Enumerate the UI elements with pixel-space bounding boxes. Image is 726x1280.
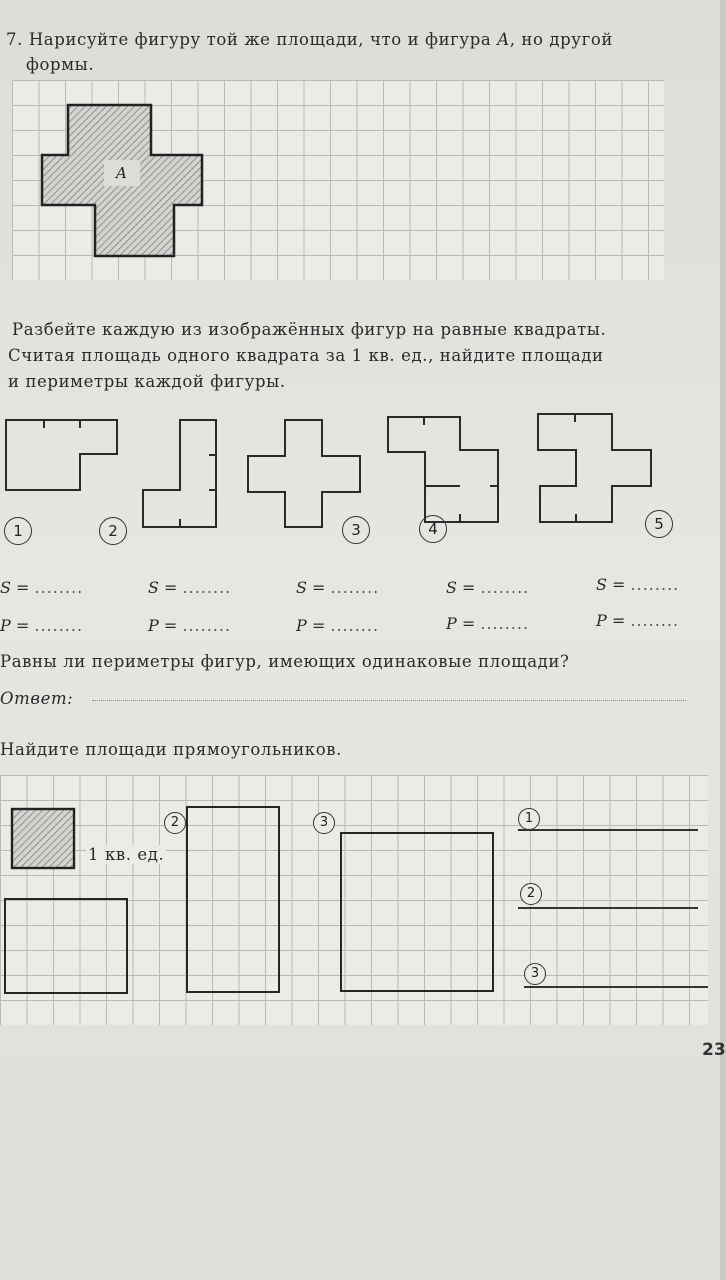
figure-4-area[interactable]: S = ........ xyxy=(446,578,530,597)
figure-a xyxy=(0,0,720,300)
figure-2-perimeter[interactable]: P = ........ xyxy=(148,616,232,635)
answer-1-line[interactable] xyxy=(518,829,698,831)
figure-5-area[interactable]: S = ........ xyxy=(596,575,680,594)
figure-3-number: 3 xyxy=(342,516,370,544)
figure-5-shape xyxy=(538,414,651,522)
figure-4-shape xyxy=(388,417,498,522)
rectangle-1 xyxy=(4,898,128,994)
figure-3-perimeter[interactable]: P = ........ xyxy=(296,616,380,635)
answer-2-line[interactable] xyxy=(518,907,698,909)
rectangle-3-number: 3 xyxy=(313,812,335,834)
figure-5-perimeter[interactable]: P = ........ xyxy=(596,611,680,630)
figure-3-shape xyxy=(248,420,360,527)
rectangle-2-number: 2 xyxy=(164,812,186,834)
figure-5-number: 5 xyxy=(645,510,673,538)
figure-a-label: A xyxy=(116,164,127,182)
figure-2-area[interactable]: S = ........ xyxy=(148,578,232,597)
answer-3-line[interactable] xyxy=(524,986,708,988)
task8-question: Равны ли периметры фигур, имеющих одинаковые площади? xyxy=(0,652,570,671)
task7-line1-end: , но другой xyxy=(509,30,613,49)
figure-1-shape xyxy=(6,420,117,490)
unit-square xyxy=(10,807,76,871)
task8-line2: Считая площадь одного квадрата за 1 кв. ед., найдите площади xyxy=(8,346,604,365)
figure-4-number: 4 xyxy=(419,515,447,543)
task8-line3: и периметры каждой фигуры. xyxy=(8,372,286,391)
figure-2-shape xyxy=(143,420,216,527)
rectangle-2 xyxy=(186,806,280,993)
figure-4-perimeter[interactable]: P = ........ xyxy=(446,614,530,633)
task7-letter: A xyxy=(497,30,510,49)
task8-line1: Разбейте каждую из изображённых фигур на равные квадраты. xyxy=(12,320,607,339)
answer-1-number: 1 xyxy=(518,808,540,830)
answer-input-line[interactable] xyxy=(92,700,686,701)
answer-2-number: 2 xyxy=(520,883,542,905)
page-number: 23 xyxy=(702,1040,726,1060)
figure-1-number: 1 xyxy=(4,517,32,545)
figure-3-area[interactable]: S = ........ xyxy=(296,578,380,597)
rectangle-3 xyxy=(340,832,494,992)
figure-2-number: 2 xyxy=(99,517,127,545)
answer-label: Ответ: xyxy=(0,689,74,708)
unit-label: 1 кв. ед. xyxy=(88,845,165,864)
figure-1-area[interactable]: S = ........ xyxy=(0,578,84,597)
answer-3-number: 3 xyxy=(524,963,546,985)
task9-title: Найдите площади прямоугольников. xyxy=(0,740,342,759)
figure-1-perimeter[interactable]: P = ........ xyxy=(0,616,84,635)
task7-text-line2: формы. xyxy=(26,55,95,74)
task7-line1: Нарисуйте фигуру той же площади, что и фигура xyxy=(28,30,492,49)
task7-number: 7. xyxy=(6,30,23,49)
